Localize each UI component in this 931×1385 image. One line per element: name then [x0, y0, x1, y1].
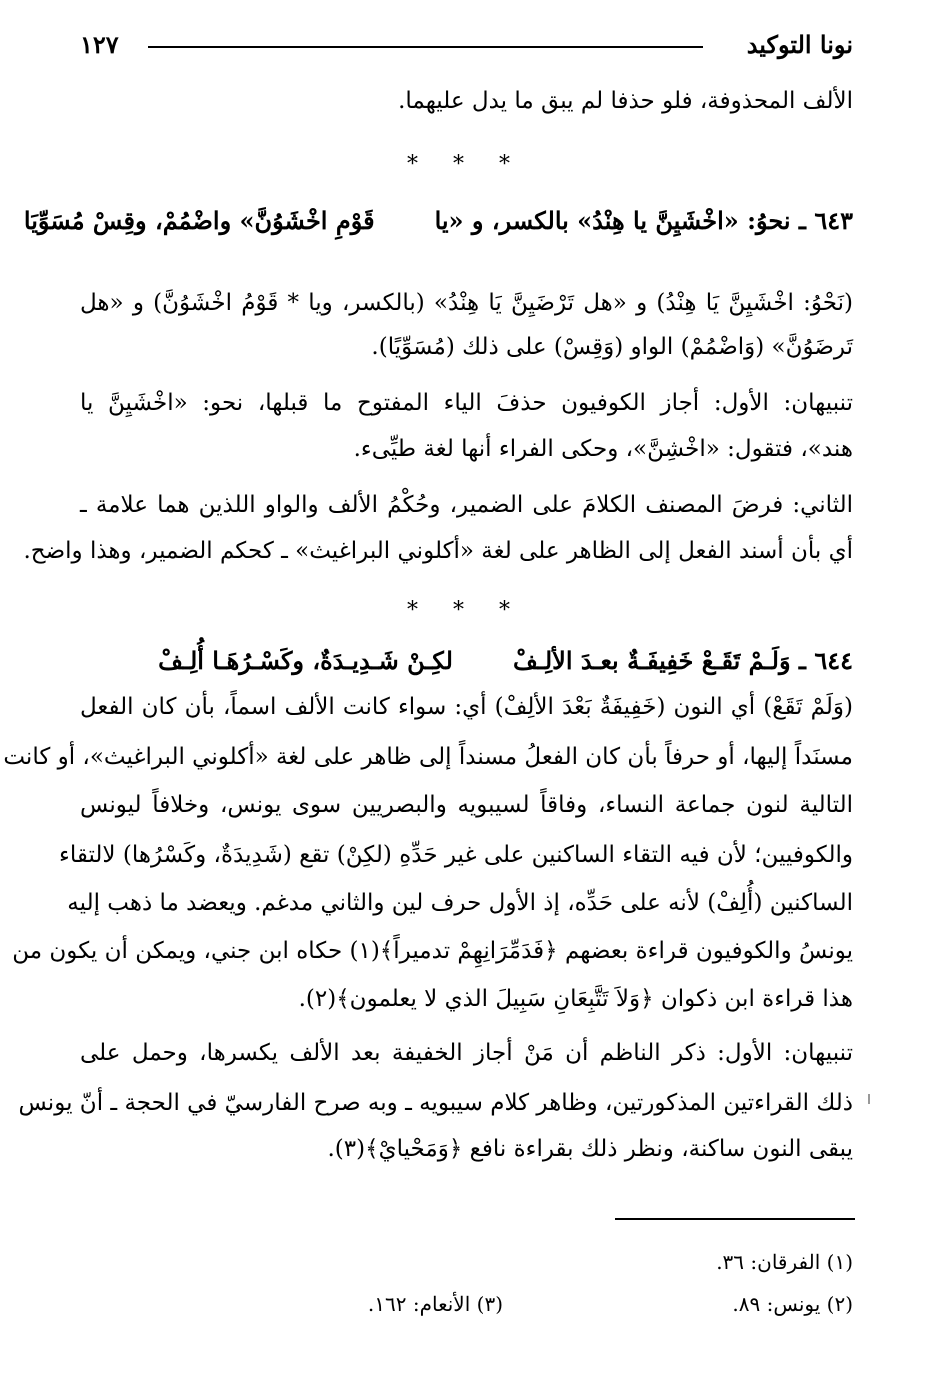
commentary-line: (وَلَمْ تَقَعْ) أي النون (خَفِيفَةٌ بَعْدَ الألِفْ) أي: سواء كانت الألف اسماً، بأن كان الفعل: [80, 694, 853, 720]
text-line: الألف المحذوفة، فلو حذفا لم يبق ما يدل عليهما.: [398, 88, 853, 114]
commentary-line: مسنَداً إليها، أو حرفاً بأن كان الفعلُ مسنداً إلى ظاهر على لغة «أكلوني البراغيث»، أو كانت: [3, 744, 853, 770]
notice-line: تنبيهان: الأول: أجاز الكوفيون حذفَ الياء المفتوح ما قبلها، نحو: «اخْشَيِنَّ يا: [80, 390, 854, 416]
verse-hemistich-1: ٦٤٣ ـ نحوُ: «اخْشَيِنَّ يا هِنْدُ» بالكسر، و «يا: [434, 206, 853, 235]
footnote: (٢) يونس: ٨٩.: [732, 1292, 853, 1316]
footnote: (٣) الأنعام: ١٦٢.: [367, 1292, 503, 1316]
section-separator: * * *: [407, 598, 524, 623]
notice-line: هند»، فتقول: «اخْشِنَّ»، وحكى الفراء أنها لغة طيِّىء.: [353, 436, 853, 462]
section-separator: * * *: [407, 152, 524, 177]
notice-line: أي بأن أسند الفعل إلى الظاهر على لغة «أكلوني البراغيث» ـ كحكم الضمير، وهذا واضح.: [23, 538, 853, 564]
footnote-rule: [615, 1218, 855, 1220]
notice-line: يبقى النون ساكنة، ونظر ذلك بقراءة نافع ﴿وَمَحْيايْ﴾(٣).: [327, 1136, 853, 1162]
verse-644: [80, 646, 853, 675]
commentary-line: تَرضَوُنَّ» (وَاضْمُمْ) الواو (وَقِسْ) على ذلك (مُسَوِّيًا).: [371, 334, 853, 360]
verse-643: [23, 206, 853, 235]
commentary-line: والكوفيين؛ لأن فيه التقاء الساكنين على غير حَدِّهِ (لكِنْ) تقع (شَدِيدَةٌ، وكَسْرُها) لالتقاء: [59, 842, 853, 868]
page-number: ١٢٧: [80, 30, 119, 59]
chapter-title: نونا التوكيد: [746, 30, 853, 59]
header-rule: [148, 46, 703, 48]
notice-line: ذلك القراءتين المذكورتين، وظاهر كلام سيبويه ـ وبه صرح الفارسيّ في الحجة ـ أنّ يونس: [18, 1090, 853, 1116]
commentary-line: هذا قراءة ابن ذكوان ﴿وَلاَ تَتَّبِعَانِ سَبِيلَ الذي لا يعلمون﴾(٢).: [298, 986, 853, 1012]
verse-hemistich-1: ٦٤٤ ـ وَلَـمْ تَقَـعْ خَفِيفَـةٌ بعـدَ الألِـفْ: [512, 646, 853, 675]
footnote: (١) الفرقان: ٣٦.: [716, 1250, 853, 1274]
running-header: [80, 30, 853, 66]
notice-line: الثاني: فرضَ المصنف الكلامَ على الضمير، وحُكْمُ الألف والواو اللذين هما علامة ـ: [80, 492, 853, 518]
verse-hemistich-2: لكِـنْ شَـدِيـدَةٌ، وكَسْـرُهَـا أُلِـفْ: [158, 646, 453, 675]
margin-mark: [868, 1094, 870, 1104]
commentary-line: التالية لنون جماعة النساء، وفاقاً لسيبويه والبصريين سوى يونس، وخلافاً ليونس: [80, 792, 853, 818]
verse-hemistich-2: قَوْمِ اخْشَوُنَّ» واضْمُمْ، وقِسْ مُسَوِّيَا: [23, 206, 375, 235]
commentary-line: الساكنين (أُلِفْ) لأنه على حَدِّه، إذ الأول حرف لين والثاني مدغم. ويعضد ما ذهب إليه: [67, 890, 853, 916]
commentary-line: يونسُ والكوفيون قراءة بعضهم ﴿فَدَمِّرَانِهِمْ تدميراً﴾(١) حكاه ابن جني، ويمكن أن يكون من: [12, 938, 853, 964]
notice-line: تنبيهان: الأول: ذكر الناظم أن مَنْ أجاز الخفيفة بعد الألف يكسرها، وحمل على: [80, 1040, 853, 1066]
commentary-line: (نَحْوُ: اخْشَيِنَّ يَا هِنْدُ) و «هل تَرْضَيِنَّ يَا هِنْدُ» (بالكسر، ويا * قَوْمُ اخْشَوُنَّ) و «هل: [80, 290, 853, 316]
